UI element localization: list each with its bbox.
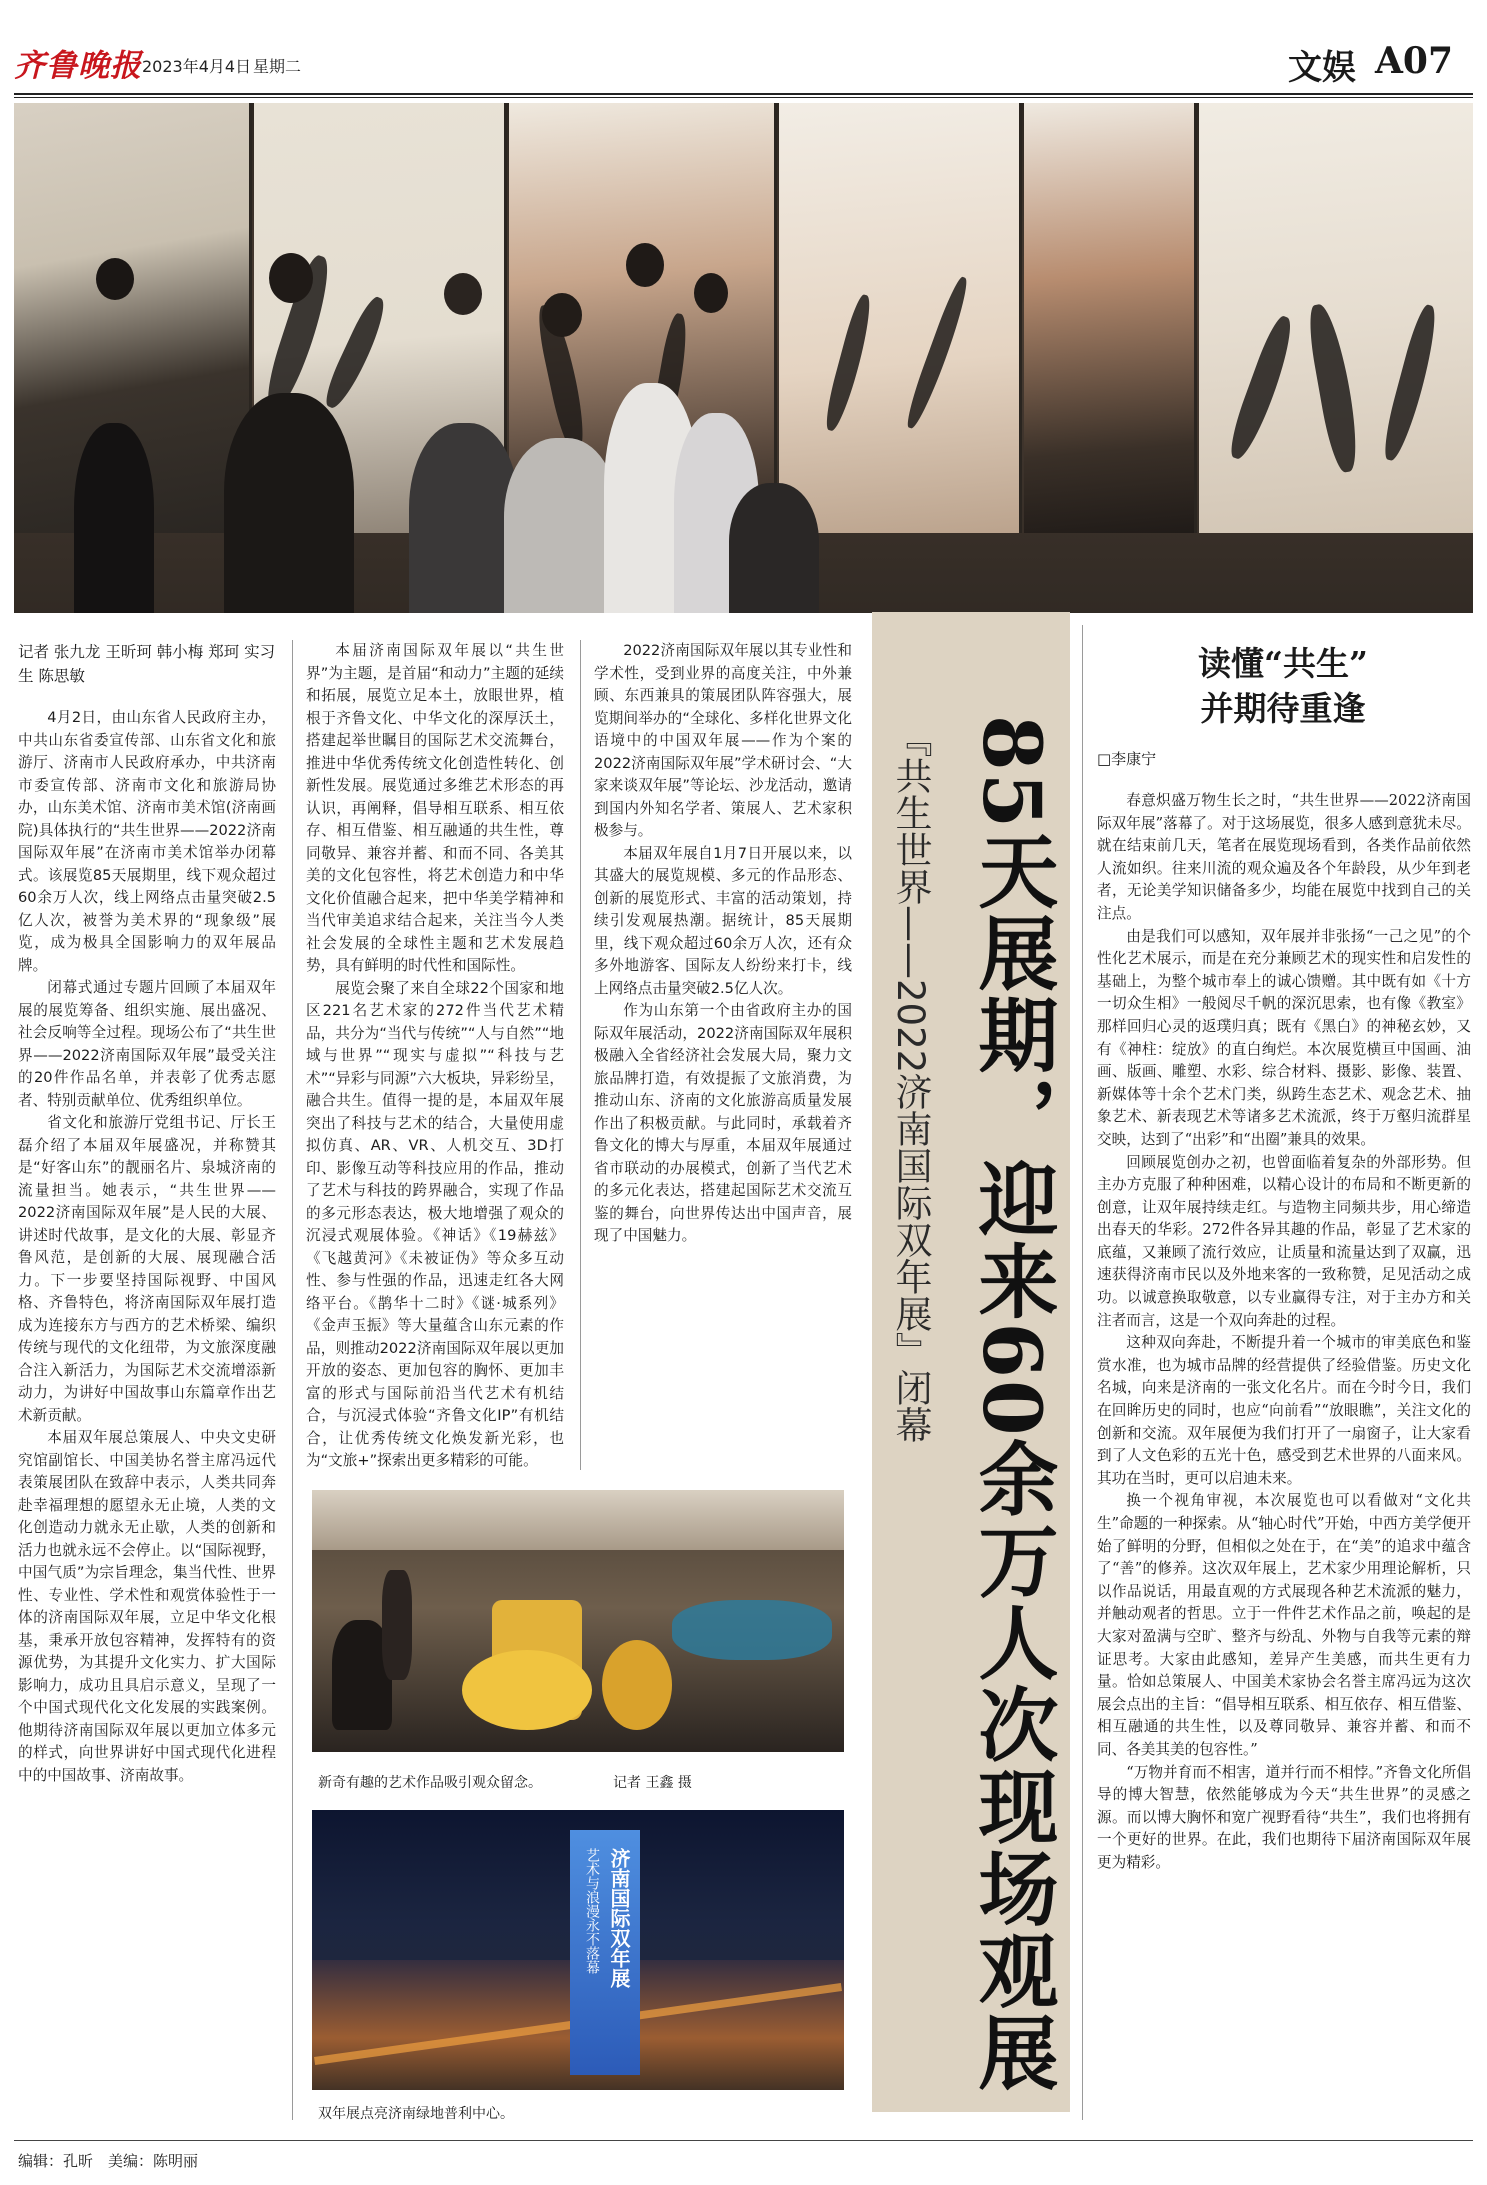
commentary-paragraph: 换一个视角审视，本次展览也可以看做对“文化共生”命题的一种探索。从“轴心时代”开始，中西方美学便开始了鲜明的分野，但相似之处在于，在“美”的追求中蕴含了“善”的修养。这次双年展上，艺术家少用理论解析，只以作品说话，用最直观的方式展现各种艺术流派的魅力，并触动观者的哲思。立于一件件艺术作品之前，唤起的是大家对盈满与空旷、整齐与纷乱、外物与自我等元素的辩证思考。大家由此感知，差异产生美感，而共生更有力量。恰如总策展人、中国美术家协会名誉主席冯远为这次展会点出的主旨：“倡导相互联系、相互依存、相互借鉴、相互融通的共生性，以及尊同敬异、兼容并蓄、和而不同、各美其美的包容性。” xyxy=(1097,1492,1471,1758)
visitor-silhouette xyxy=(74,423,154,613)
footer-designer: 美编：陈明丽 xyxy=(108,2152,199,2170)
commentary-title-line1: 读懂“共生” xyxy=(1198,644,1368,683)
article-paragraph: 闭幕式通过专题片回顾了本届双年展的展览筹备、组织实施、展出盛况、社会反响等全过程。现场公布了“共生世界——2022济南国际双年展”最受关注的20件作品名单，并表彰了优秀志愿者、特别贡献单位、优秀组织单位。 xyxy=(18,979,276,1109)
visitor-silhouette xyxy=(729,483,819,613)
night-city-photo xyxy=(312,1810,844,2090)
column-divider xyxy=(580,640,581,1470)
photo2-caption: 新奇有趣的艺术作品吸引观众留念。 xyxy=(318,1775,542,1791)
visitor-head xyxy=(542,293,582,337)
visitor-silhouette xyxy=(224,393,354,613)
article-paragraph: 展览会聚了来自全球22个国家和地区221名艺术家的272件当代艺术精品，共分为“当代与传统”“人与自然”“地域与世界”“现实与虚拟”“科技与艺术”“异彩与同源”六大板块，异彩纷呈，融合共生。值得一提的是，本届双年展突出了科技与艺术的结合，大量使用虚拟仿真、AR、VR、人机交互、3D打印、影像互动等科技应用的作品，推动了艺术与科技的跨界融合，实现了作品的多元形态表达，极大地增强了观众的沉浸式观展体验。《神话》《19赫兹》《飞越黄河》《未被证伪》等众多互动性、参与性强的作品，迅速走红各大网络平台。《鹊华十二时》《谜·城系列》《金声玉振》等大量蕴含山东元素的作品，则推动2022济南国际双年展以更加开放的姿态、更加包容的胸怀、更加丰富的形式与国际前沿当代艺术有机结合，与沉浸式体验“齐鲁文化IP”有机结合，让优秀传统文化焕发新光彩，也为“文旅+”探索出更多精彩的可能。 xyxy=(306,979,564,1469)
article-subtitle: 『共生世界——2022济南国际双年展』闭幕 xyxy=(889,720,932,1444)
photo3-caption: 双年展点亮济南绿地普利中心。 xyxy=(318,2106,514,2122)
tower-led-text: 济南国际双年展 xyxy=(607,1848,631,1988)
commentary-body xyxy=(1097,790,1471,1875)
commentary-paragraph: 春意炽盛万物生长之时，“共生世界——2022济南国际双年展”落幕了。对于这场展览，很多人感到意犹未尽。就在结束前几天，笔者在展览现场看到，各类作品前依然人流如织。往来川流的观众遍及各个年龄段，从少年到老者，无论美学知识储备多少，均能在展览中找到自己的关注点。 xyxy=(1097,792,1471,922)
column-divider xyxy=(292,640,293,2120)
footer-editor: 编辑：孔昕 xyxy=(18,2152,94,2170)
commentary-author: □李康宁 xyxy=(1097,750,1157,768)
article-column-3 xyxy=(594,640,852,1248)
footer-rule xyxy=(14,2140,1473,2141)
commentary-paragraph: “万物并育而不相害，道并行而不相悖。”齐鲁文化所倡导的博大智慧，依然能够成为今天“共生世界”的灵感之源。而以博大胸怀和宽广视野看待“共生”，我们也将拥有一个更好的世界。在此，我们也期待下届济南国际双年展更为精彩。 xyxy=(1097,1763,1471,1871)
header-rule xyxy=(14,93,1473,95)
tower-building xyxy=(570,1830,640,2075)
issue-date: 2023年4月4日 xyxy=(142,57,252,76)
visitor-silhouette xyxy=(409,423,519,613)
article-paragraph: 4月2日，由山东省人民政府主办，中共山东省委宣传部、山东省文化和旅游厅、济南市人民政府承办，中共济南市委宣传部、济南市文化和旅游局协办，山东美术馆、济南市美术馆(济南画院)具体执行的“共生世界——2022济南国际双年展”在济南市美术馆举办闭幕式。该展览85天展期里，线下观众超过60余万人次，线上网络点击量突破2.5亿人次，被誉为美术界的“现象级”展览，成为极具全国影响力的双年展品牌。 xyxy=(18,709,276,974)
section-name: 文娱 xyxy=(1288,48,1356,88)
visitor-head xyxy=(626,243,664,287)
article-column-2 xyxy=(306,640,564,1473)
header-rule-thin xyxy=(14,97,1473,98)
article-column-1 xyxy=(18,707,276,1787)
article-paragraph: 本届双年展总策展人、中央文史研究馆副馆长、中国美协名誉主席冯远代表策展团队在致辞中表示，人类共同奔赴幸福理想的愿望永无止境，人类的文化创造动力就永无止歇，人类的创新和活力也就永远不会停止。以“国际视野，中国气质”为宗旨理念，集当代性、世界性、专业性、学术性和观赏体验性于一体的济南国际双年展，立足中华文化根基，秉承开放包容精神，发挥特有的资源优势，为其提升文化实力、扩大国际影响力，成功且具启示意义，呈现了一个中国式现代化文化发展的实践案例。他期待济南国际双年展以更加立体多元的样式，向世界讲好中国式现代化进程中的中国故事、济南故事。 xyxy=(18,1429,276,1784)
masthead-logo: 齐鲁晚报 xyxy=(14,48,142,84)
issue-weekday: 星期二 xyxy=(253,57,302,76)
article-paragraph: 2022济南国际双年展以其专业性和学术性，受到业界的高度关注，中外兼顾、东西兼具的策展团队阵容强大，展览期间举办的“全球化、多样化世界文化语境中的中国双年展——作为个案的2022济南国际双年展”学术研讨会、“大家来谈双年展”等论坛、沙龙活动，邀请到国内外知名学者、策展人、艺术家积极参与。 xyxy=(594,642,852,839)
column-divider xyxy=(1082,625,1083,2120)
commentary-paragraph: 这种双向奔赴，不断提升着一个城市的审美底色和鉴赏水准，也为城市品牌的经营提供了经验借鉴。历史文化名城，向来是济南的一张文化名片。而在今时今日，我们在回眸历史的同时，也应“向前看”“放眼瞧”，关注文化的创新和交流。双年展便为我们打开了一扇窗子，让大家看到了人文色彩的五光十色，感受到艺术世界的八面来风。其功在当时，更可以启迪未来。 xyxy=(1097,1334,1471,1487)
painting-panel xyxy=(1024,103,1197,533)
art-installation-photo xyxy=(312,1490,844,1752)
top-exhibition-photo xyxy=(14,103,1473,613)
painting-panel xyxy=(779,103,1022,533)
photo2-credit: 记者 王鑫 摄 xyxy=(613,1775,692,1791)
article-paragraph: 本届济南国际双年展以“共生世界”为主题，是首届“和动力”主题的延续和拓展，展览立足本土，放眼世界，植根于齐鲁文化、中华文化的深厚沃土，搭建起举世瞩目的国际艺术交流舞台，推进中华优秀传统文化创造性转化、创新性发展。展览通过多维艺术形态的再认识，再阐释，倡导相互联系、相互依存、相互借鉴、相互融通的共生性，尊同敬异、兼容并蓄、和而不同、各美其美的文化包容性，将艺术创造力和中华文化价值融合起来，把中华美学精神和当代审美追求结合起来，关注当今人类社会发展的全球性主题和艺术发展趋势，具有鲜明的时代性和国际性。 xyxy=(306,642,564,974)
visitor-head xyxy=(269,253,313,303)
tower-led-text-2: 艺术与浪漫永不落幕 xyxy=(584,1848,600,1974)
commentary-paragraph: 由是我们可以感知，双年展并非张扬“一己之见”的个性化艺术展示，而是在充分兼顾艺术的现实性和启发性的基础上，为整个城市奉上的诚心馈赠。其中既有如《十方一切众生相》一般阅尽千帆的深沉思索，也有像《教室》那样回归心灵的返璞归真；既有《黑白》的神秘玄妙，又有《神柱：绽放》的直白绚烂。本次展览横亘中国画、油画、版画、雕塑、水彩、综合材料、摄影、影像、装置、新媒体等十余个艺术门类，纵跨生态艺术、观念艺术、抽象艺术、新表现艺术等诸多艺术流派，终于万壑归流群星交映，达到了“出彩”和“出圈”兼具的效果。 xyxy=(1097,927,1471,1148)
visitor-head xyxy=(444,273,482,315)
article-byline: 记者 张九龙 王昕珂 韩小梅 郑珂 实习生 陈思敏 xyxy=(18,643,276,685)
visitor-head xyxy=(96,258,134,300)
page-number: A07 xyxy=(1375,40,1454,82)
commentary-title-line2: 并期待重逢 xyxy=(1200,689,1366,728)
commentary-paragraph: 回顾展览创办之初，也曾面临着复杂的外部形势。但主办方克服了种种困难，以精心设计的布局和不断更新的创意，让双年展持续走红。与造物主同频共步，用心缔造出春天的华彩。272件各异其趣的作品，彰显了艺术家的底蕴，又兼顾了流行效应，让质量和流量达到了双赢，迅速获得济南市民以及外地来客的一致称赞，足见活动之成功。以诚意换取敬意，以专业赢得专注，对于主办方和关注者而言，这是一个双向奔赴的过程。 xyxy=(1097,1153,1471,1329)
article-paragraph: 本届双年展自1月7日开展以来，以其盛大的展览规模、多元的作品形态、创新的展览形式、丰富的活动策划，持续引发观展热潮。据统计，85天展期里，线下观众超过60余万人次，还有众多外地游客、国际友人纷纷来打卡，线上网络点击量突破2.5亿人次。 xyxy=(594,844,852,997)
visitor-silhouette xyxy=(504,438,619,613)
visitor-head xyxy=(694,273,728,313)
article-paragraph: 作为山东第一个由省政府主办的国际双年展活动，2022济南国际双年展积极融入全省经济社会发展大局，聚力文旅品牌打造，有效提振了文旅消费，为推动山东、济南的文化旅游高质量发展作出了积极贡献。与此同时，承载着齐鲁文化的博大与厚重，本届双年展通过省市联动的办展模式，创新了当代艺术的多元化表达，搭建起国际艺术交流互鉴的舞台，向世界传达出中国声音，展现了中国魅力。 xyxy=(594,1002,852,1244)
article-headline: 85天展期，迎来60余万人次现场观展 xyxy=(965,715,1059,2094)
painting-panel xyxy=(1199,103,1473,533)
article-paragraph: 省文化和旅游厅党组书记、厅长王磊介绍了本届双年展盛况，并称赞其是“好客山东”的靓丽名片、泉城济南的流量担当。她表示，“共生世界——2022济南国际双年展”是人民的大展、讲述时代故事，是文化的大展、彰显齐鲁风范，是创新的大展、展现融合活力。下一步要坚持国际视野、中国风格、齐鲁特色，将济南国际双年展打造成为连接东方与西方的艺术桥梁、编织传统与现代的文化纽带，为文旅深度融合注入新活力，为国际艺术交流增添新动力，为讲好中国故事山东篇章作出艺术新贡献。 xyxy=(18,1114,276,1424)
